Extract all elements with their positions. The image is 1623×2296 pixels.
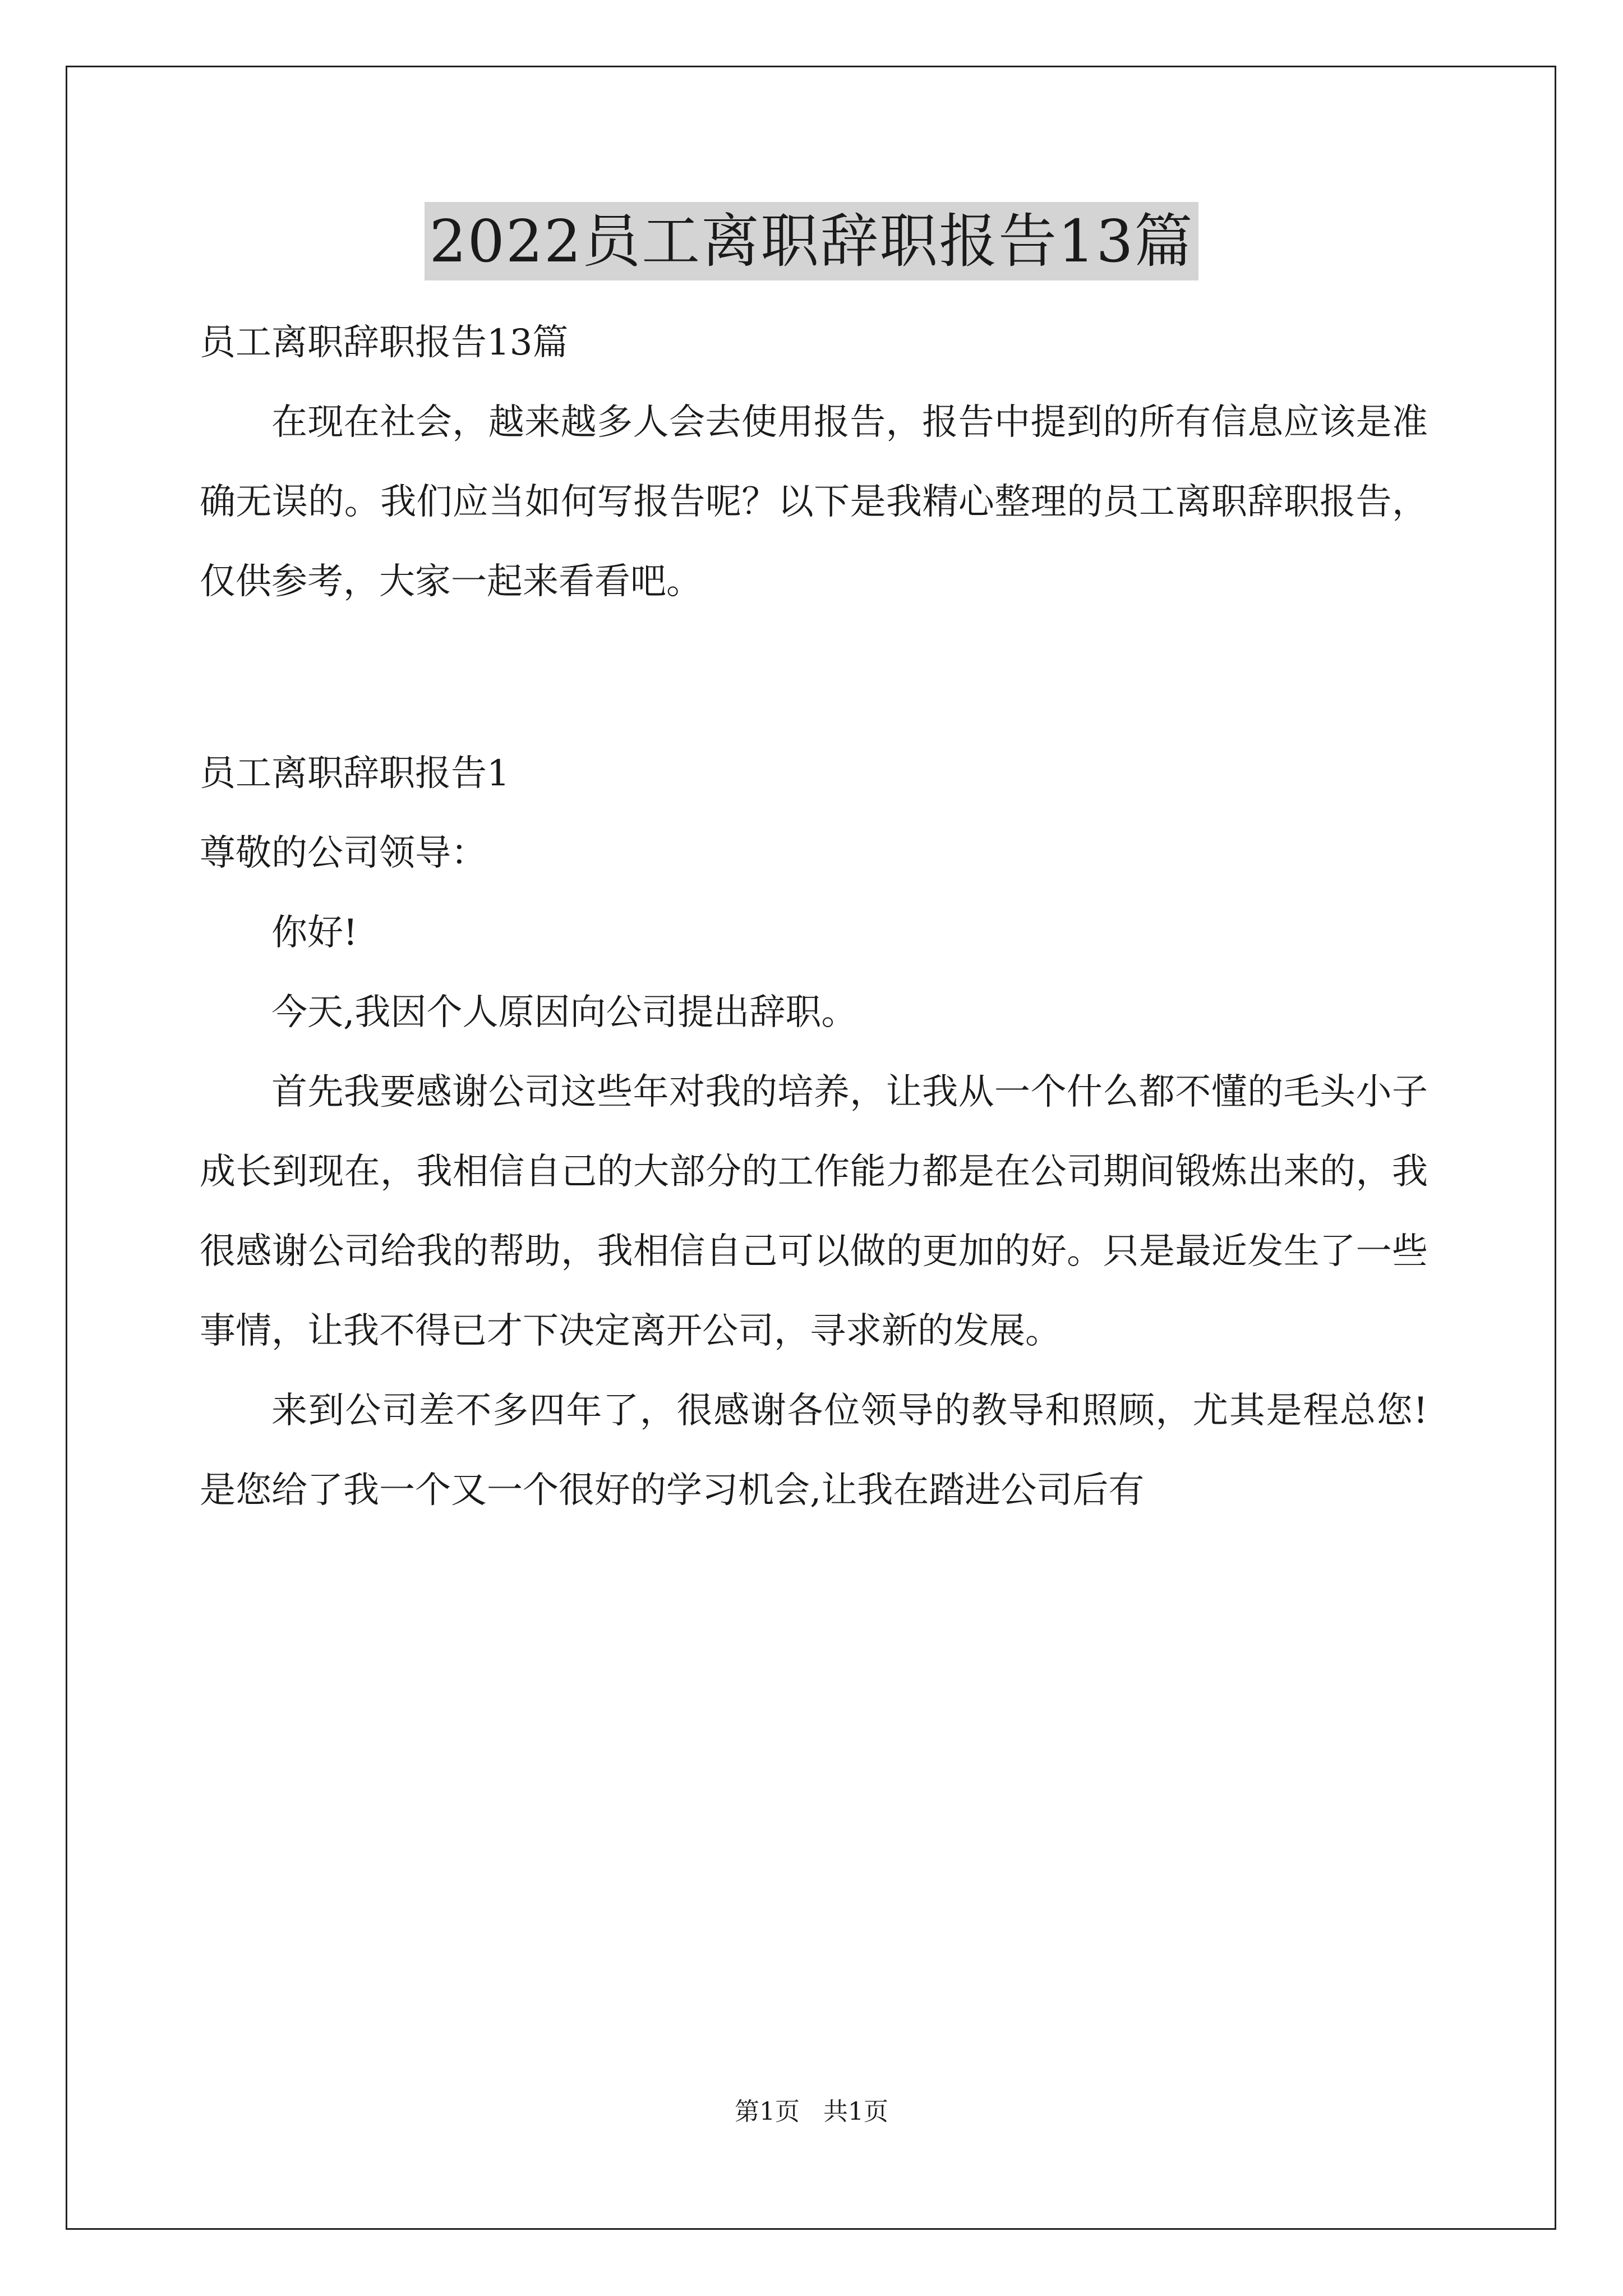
document-body: [200, 303, 1428, 1530]
title-container: [0, 202, 1623, 280]
document-title: 2022员工离职辞职报告13篇: [425, 202, 1198, 280]
section-heading: 员工离职辞职报告1: [200, 753, 510, 794]
page-number: 第1页: [735, 2097, 800, 2126]
intro-paragraph: 在现在社会，越来越多人会去使用报告，报告中提到的所有信息应该是准确无误的。我们应当如何写报告呢？以下是我精心整理的员工离职辞职报告，仅供参考，大家一起来看看吧。: [200, 402, 1428, 602]
page-footer: [0, 2095, 1623, 2129]
subtitle: 员工离职辞职报告13篇: [200, 322, 569, 364]
salutation: 尊敬的公司领导：: [200, 832, 487, 874]
body-paragraph: 今天,我因个人原因向公司提出辞职。: [271, 992, 857, 1033]
greeting: 你好!: [271, 912, 358, 954]
body-paragraph: 来到公司差不多四年了，很感谢各位领导的教导和照顾，尤其是程总您!是您给了我一个又一个很好的学习机会,让我在踏进公司后有: [200, 1390, 1428, 1511]
body-paragraph: 首先我要感谢公司这些年对我的培养，让我从一个什么都不懂的毛头小子成长到现在，我相信自己的大部分的工作能力都是在公司期间锻炼出来的，我很感谢公司给我的帮助，我相信自己可以做的更加的好。只是最近发生了一些事情，让我不得已才下决定离开公司，寻求新的发展。: [200, 1071, 1428, 1352]
page-total: 共1页: [823, 2097, 888, 2126]
